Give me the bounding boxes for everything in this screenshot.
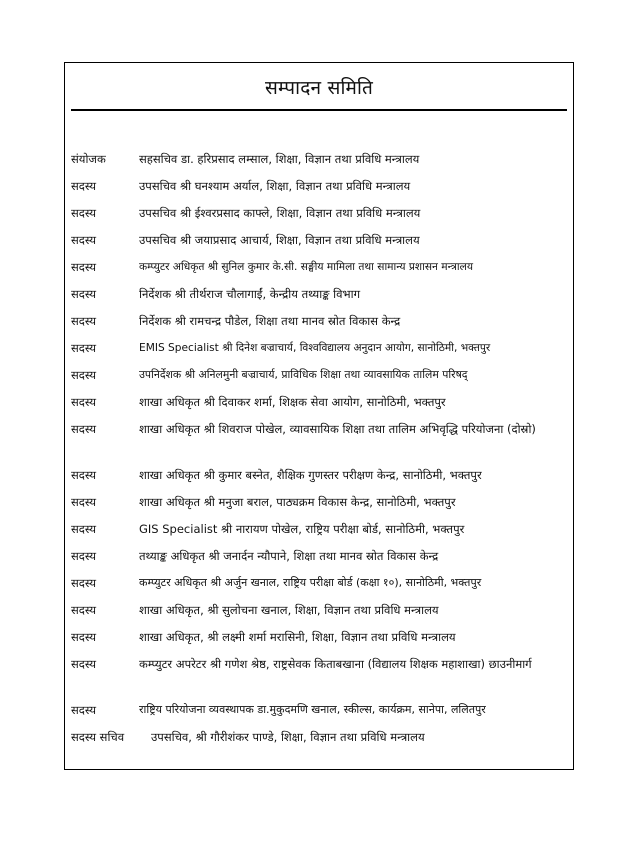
member-detail: उपनिर्देशक श्री अनिलमुनी बज्राचार्य, प्राविधिक शिक्षा तथा व्यावसायिक तालिम परिषद् — [139, 368, 468, 381]
title-divider — [71, 109, 567, 111]
member-detail: निर्देशक श्री तीर्थराज चौलागाईं, केन्द्रीय तथ्याङ्क विभाग — [139, 287, 361, 301]
member-role: सदस्य — [71, 287, 97, 301]
member-role: सदस्य — [71, 341, 97, 355]
member-role: सदस्य — [71, 233, 97, 247]
member-detail: उपसचिव, श्री गौरीशंकर पाण्डे, शिक्षा, विज्ञान तथा प्रविधि मन्त्रालय — [151, 730, 425, 744]
member-detail: सहसचिव डा. हरिप्रसाद लम्साल, शिक्षा, विज्ञान तथा प्रविधि मन्त्रालय — [139, 152, 420, 166]
member-detail: कम्प्युटर अधिकृत श्री सुनिल कुमार के.सी. सङ्घीय मामिला तथा सामान्य प्रशासन मन्त्रालय — [139, 261, 473, 273]
member-role: सदस्य — [71, 314, 97, 328]
member-role: सदस्य — [71, 468, 97, 482]
member-detail: उपसचिव श्री जयाप्रसाद आचार्य, शिक्षा, विज्ञान तथा प्रविधि मन्त्रालय — [139, 233, 420, 247]
member-role: सदस्य — [71, 206, 97, 220]
member-role: सदस्य — [71, 603, 97, 617]
member-role: सदस्य — [71, 703, 97, 717]
member-detail: शाखा अधिकृत श्री मनुजा बराल, पाठ्यक्रम विकास केन्द्र, सानोठिमी, भक्तपुर — [139, 495, 456, 509]
member-role: सदस्य — [71, 368, 97, 382]
member-detail: तथ्याङ्क अधिकृत श्री जनार्दन न्यौपाने, शिक्षा तथा मानव स्रोत विकास केन्द्र — [139, 549, 439, 563]
member-detail: राष्ट्रिय परियोजना व्यवस्थापक डा.मुकुदमणि खनाल, स्कील्स, कार्यक्रम, सानेपा, ललितपुर — [139, 703, 486, 716]
member-role: सदस्य सचिव — [71, 730, 125, 744]
member-role: सदस्य — [71, 522, 97, 536]
member-detail: निर्देशक श्री रामचन्द्र पौडेल, शिक्षा तथा मानव स्रोत विकास केन्द्र — [139, 314, 401, 328]
document-frame — [64, 62, 574, 770]
member-role: सदस्य — [71, 576, 97, 590]
member-detail: GIS Specialist श्री नारायण पोखेल, राष्ट्रिय परीक्षा बोर्ड, सानोठिमी, भक्तपुर — [139, 522, 465, 536]
member-detail: शाखा अधिकृत श्री शिवराज पोखेल, व्यावसायिक शिक्षा तथा तालिम अभिवृद्धि परियोजना (दोस्रो) — [139, 422, 536, 436]
member-role: सदस्य — [71, 549, 97, 563]
member-detail: शाखा अधिकृत श्री कुमार बस्नेत, शैक्षिक गुणस्तर परीक्षण केन्द्र, सानोठिमी, भक्तपुर — [139, 468, 482, 482]
member-detail: शाखा अधिकृत, श्री लक्ष्मी शर्मा मरासिनी, शिक्षा, विज्ञान तथा प्रविधि मन्त्रालय — [139, 630, 456, 644]
member-role: सदस्य — [71, 260, 97, 274]
member-detail: उपसचिव श्री घनश्याम अर्याल, शिक्षा, विज्ञान तथा प्रविधि मन्त्रालय — [139, 179, 411, 193]
member-role: सदस्य — [71, 495, 97, 509]
member-role: संयोजक — [71, 152, 106, 166]
member-detail: कम्प्युटर अपरेटर श्री गणेश श्रेष्ठ, राष्ट्रसेवक किताबखाना (विद्यालय शिक्षक महाशाखा) छाउनीमार्ग — [139, 657, 532, 671]
member-detail: उपसचिव श्री ईश्वरप्रसाद काफ्ले, शिक्षा, विज्ञान तथा प्रविधि मन्त्रालय — [139, 206, 421, 220]
member-detail: शाखा अधिकृत श्री दिवाकर शर्मा, शिक्षक सेवा आयोग, सानोठिमी, भक्तपुर — [139, 395, 446, 409]
member-detail: EMIS Specialist श्री दिनेश बज्राचार्य, विश्वविद्यालय अनुदान आयोग, सानोठिमी, भक्तपुर — [139, 342, 491, 354]
member-role: सदस्य — [71, 179, 97, 193]
page-title: सम्पादन समिति — [265, 77, 373, 99]
member-detail: शाखा अधिकृत, श्री सुलोचना खनाल, शिक्षा, विज्ञान तथा प्रविधि मन्त्रालय — [139, 603, 439, 617]
member-detail: कम्प्युटर अधिकृत श्री अर्जुन खनाल, राष्ट्रिय परीक्षा बोर्ड (कक्षा १०), सानोठिमी, भक्तपुर — [139, 576, 482, 589]
member-role: सदस्य — [71, 422, 97, 436]
member-role: सदस्य — [71, 630, 97, 644]
member-role: सदस्य — [71, 395, 97, 409]
member-role: सदस्य — [71, 657, 97, 671]
